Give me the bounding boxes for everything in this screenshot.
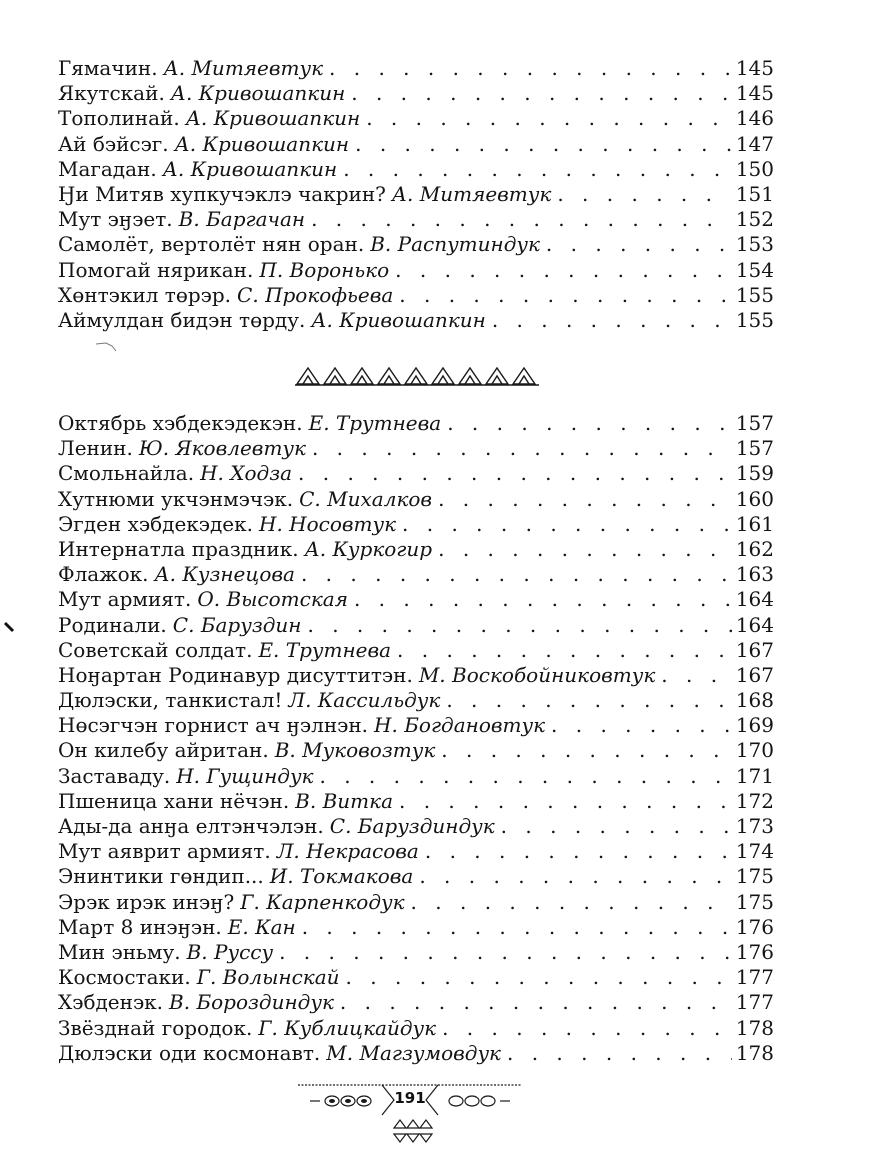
toc-entry-page: 168 [735,688,774,713]
toc-entry-page: 150 [735,156,774,181]
toc-entry-title: Родинали. [58,612,167,637]
toc-entry-page: 172 [735,788,774,813]
toc-entry-title: Март 8 инэӈэн. [58,914,222,939]
dot-leader [501,814,732,839]
toc-entry [58,713,774,738]
toc-entry-title: Хэбденэк. [58,990,164,1015]
toc-entry-author: В. Руссу [186,939,274,964]
dot-leader [399,283,732,308]
toc-entry-title: Тополинай. [58,106,180,131]
toc-entry-page: 159 [735,461,774,486]
toc-entry-page: 151 [735,181,774,206]
toc-entry [58,283,774,308]
toc-entry-title: Мут аяврит армият. [58,839,271,864]
toc-entry-author: А. Куркогир [304,536,433,561]
toc-entry-page: 167 [735,662,774,687]
dot-leader [346,965,732,990]
toc-entry-page: 174 [735,839,774,864]
toc-entry [58,764,774,789]
toc-entry [58,258,774,283]
toc-entry-author: Ю. Яковлевтук [138,436,306,461]
toc-entry-page: 177 [735,990,774,1015]
toc-entry [58,207,774,232]
dot-leader [298,461,732,486]
toc-entry-page: 161 [735,511,774,536]
dot-leader [446,688,731,713]
page-folio [290,1080,530,1150]
toc-entry [58,232,774,257]
dot-leader [507,1041,732,1066]
toc-entry [58,106,774,131]
dot-leader [302,915,732,940]
dot-leader [307,613,731,638]
toc-entry [58,461,774,486]
toc-entry-page: 178 [735,1040,774,1065]
toc-entry-author: А. Кривошапкин [170,81,346,106]
toc-entry [58,537,774,562]
toc-section-2 [58,411,774,1066]
toc-entry-title: Мут эӈэет. [58,207,173,232]
dot-leader [492,308,732,333]
dot-leader [340,990,732,1015]
toc-entry-author: Е. Кан [227,914,296,939]
toc-entry-title: Интернатла праздник. [58,536,299,561]
toc-entry-title: Заставаду. [58,763,171,788]
toc-entry-page: 167 [735,637,774,662]
toc-entry-page: 175 [735,864,774,889]
dot-leader [438,537,732,562]
toc-entry-author: А. Кривошапкин [311,307,486,332]
toc-entry [58,915,774,940]
toc-entry-author: Н. Носовтук [259,511,397,536]
toc-entry [58,487,774,512]
toc-entry [58,587,774,612]
dot-leader [320,764,732,789]
toc-entry-title: Мин эньму. [58,939,181,964]
dot-leader [279,940,732,965]
toc-entry-title: Магадан. [58,156,157,181]
toc-entry-page: 164 [735,587,774,612]
dot-leader [419,864,731,889]
toc-entry-page: 162 [735,536,774,561]
toc-entry [58,890,774,915]
toc-entry-title: Якутскай. [58,81,165,106]
dot-leader [442,1016,732,1041]
toc-entry-page: 170 [735,738,774,763]
toc-entry-page: 176 [735,939,774,964]
toc-entry [58,839,774,864]
toc-entry-title: Пшеница хани нёчэн. [58,788,290,813]
toc-entry-page: 157 [735,436,774,461]
dot-leader [441,738,732,763]
toc-entry-page: 152 [735,207,774,232]
toc-entry [58,965,774,990]
dot-leader [551,713,732,738]
toc-entry-author: А. Митяевтук [391,181,552,206]
toc-entry-author: В. Муковозтук [274,738,436,763]
toc-entry-page: 155 [735,307,774,332]
toc-entry-author: Л. Кассильдук [288,688,441,713]
toc-entry-author: А. Митяевтук [163,56,324,80]
toc-entry-page: 145 [735,81,774,106]
toc-entry [58,990,774,1015]
toc-entry [58,789,774,814]
toc-entry-title: Эрэк ирэк инэӈ? [58,889,235,914]
toc-entry-page: 145 [735,56,774,80]
toc-entry-author: Е. Трутнева [308,411,442,435]
dot-leader [311,207,732,232]
toc-entry-title: Хутнюми укчэнмэчэк. [58,486,294,511]
dot-leader [301,562,732,587]
toc-entry-title: Смольнайла. [58,461,195,486]
toc-entry [58,56,774,81]
toc-entry-author: Г. Кублицкайдук [258,1015,437,1040]
dot-leader [312,436,732,461]
toc-entry [58,613,774,638]
toc-entry-author: А. Кривошапкин [174,131,350,156]
dot-leader [546,232,732,257]
toc-entry-author: Н. Гущиндук [176,763,314,788]
page-number: 191 [394,1089,426,1107]
toc-entry-page: 169 [735,713,774,738]
toc-entry-page: 175 [735,889,774,914]
toc-entry-title: Мут армият. [58,587,192,612]
toc-entry [58,688,774,713]
toc-entry [58,512,774,537]
toc-entry-author: А. Кривошапкин [185,106,361,131]
dot-leader [661,663,732,688]
dot-leader [343,157,732,182]
toc-entry-title: Эгден хэбдекэдек. [58,511,253,536]
dot-leader [329,56,732,81]
toc-entry-author: В. Распутиндук [370,232,540,257]
toc-entry-author: П. Воронько [259,257,390,282]
dot-leader [395,258,732,283]
toc-entry-author: И. Токмакова [269,864,414,889]
toc-entry-author: Г. Волынскай [196,965,340,990]
dot-leader [411,890,732,915]
toc-entry-title: Ноӈартан Родинавур дисуттитэн. [58,662,413,687]
toc-entry-title: Ады-да анӈа елтэнчэлэн. [58,814,324,838]
toc-entry [58,182,774,207]
triangle-ornament-icon [294,364,540,386]
toc-entry-title: Советскай солдат. [58,637,253,662]
toc-entry [58,738,774,763]
toc-entry-page: 176 [735,914,774,939]
toc-entry [58,940,774,965]
toc-entry-author: Н. Ходза [200,461,293,486]
toc-entry-author: С. Баруздиндук [329,814,495,838]
toc-entry-author: М. Магзумовдук [326,1040,501,1065]
toc-entry-page: 163 [735,562,774,587]
toc-entry [58,132,774,157]
toc-entry-author: В. Витка [295,788,393,813]
toc-entry-title: Ленин. [58,436,133,461]
toc-entry-title: Дюлэски, танкистал! [58,688,283,713]
toc-entry-author: Л. Некрасова [276,839,419,864]
toc-entry-title: Ай бэйсэг. [58,131,169,156]
toc-entry [58,814,774,839]
toc-entry-author: А. Кузнецова [154,562,295,587]
toc-entry-title: Хөнтэкил төрэр. [58,282,232,307]
toc-entry-page: 147 [735,131,774,156]
toc-entry-author: О. Высотская [197,587,348,612]
toc-entry-title: Аймулдан бидэн төрду. [58,307,306,332]
toc-entry-author: С. Михалков [299,486,433,511]
toc-entry-page: 157 [735,411,774,435]
dot-leader [438,487,732,512]
dot-leader [397,638,732,663]
toc-entry-title: Космостаки. [58,965,191,990]
toc-entry-page: 164 [735,612,774,637]
toc-entry-author: С. Баруздин [172,612,302,637]
dot-leader [355,132,732,157]
toc-entry-page: 173 [735,814,774,838]
toc-entry-title: Гямачин. [58,56,158,80]
dot-leader [354,587,732,612]
dot-leader [366,106,732,131]
toc-entry [58,1016,774,1041]
dot-leader [447,411,732,436]
toc-entry-title: Флажок. [58,562,149,587]
print-speck [94,340,120,354]
toc-entry-author: М. Воскобойниковтук [418,662,656,687]
toc-entry-title: Дюлэски оди космонавт. [58,1040,321,1065]
toc-entry-page: 154 [735,257,774,282]
toc-entry-author: В. Баргачан [178,207,306,232]
dot-leader [399,789,732,814]
toc-section-1 [58,56,774,333]
dot-leader [557,182,731,207]
toc-entry [58,864,774,889]
toc-entry-title: Октябрь хэбдекэдекэн. [58,411,303,435]
dot-leader [425,839,732,864]
toc-entry [58,663,774,688]
toc-entry [58,157,774,182]
toc-entry [58,436,774,461]
toc-entry-author: А. Кривошапкин [162,156,338,181]
toc-entry-author: В. Бороздиндук [169,990,334,1015]
dot-leader [402,512,732,537]
toc-entry [58,308,774,333]
toc-entry-page: 155 [735,282,774,307]
toc-entry-title: Нөсэгчэн горнист ач ӈэлнэн. [58,713,369,738]
toc-entry-page: 160 [735,486,774,511]
toc-entry-author: Г. Карпенкодук [240,889,405,914]
toc-entry [58,1041,774,1066]
toc-entry-author: Н. Богдановтук [374,713,546,738]
toc-entry [58,562,774,587]
toc-entry-title: Самолёт, вертолёт нян оран. [58,232,365,257]
toc-entry-author: Е. Трутнева [258,637,392,662]
toc-entry-page: 171 [735,763,774,788]
toc-entry-title: Он килебу айритан. [58,738,269,763]
toc-entry-page: 146 [735,106,774,131]
toc-entry-page: 153 [735,232,774,257]
toc-entry [58,638,774,663]
toc-entry [58,81,774,106]
toc-entry-page: 178 [735,1015,774,1040]
dot-leader [351,81,732,106]
toc-entry-title: Помогай нярикан. [58,257,254,282]
toc-entry-title: Энинтики гөндип... [58,864,264,889]
toc-entry-title: Звёзднай городок. [58,1015,253,1040]
toc-entry [58,411,774,436]
toc-entry-page: 177 [735,965,774,990]
toc-entry-title: Ӈи Митяв хупкучэклэ чакрин? [58,181,386,206]
print-speck [2,620,16,634]
toc-entry-author: С. Прокофьева [237,282,394,307]
